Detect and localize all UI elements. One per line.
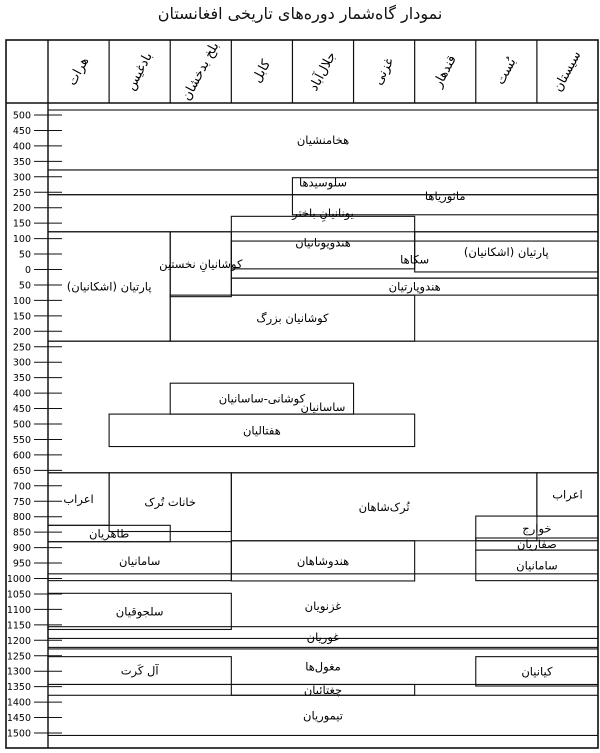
period-label: مائوریاها xyxy=(424,189,466,204)
period-label: سلوسیدها xyxy=(298,175,348,190)
period-label: مغول‌ها xyxy=(305,659,341,674)
year-tick-label: 400 xyxy=(12,141,31,153)
year-tick-label: 300 xyxy=(12,357,31,369)
year-tick-label: 800 xyxy=(12,512,31,524)
period-label: پارتیان (اشکانیان) xyxy=(463,244,549,259)
period-label: آل کَرت xyxy=(120,663,159,678)
year-tick-label: 600 xyxy=(12,450,31,462)
period-label: ساسانیان xyxy=(300,399,346,414)
region-header: غزنی xyxy=(370,55,398,88)
period-label: هندوشاهان xyxy=(296,553,350,568)
period-label: هندویونانیان xyxy=(295,235,351,250)
period-label: کوشانی-ساسانیان xyxy=(218,391,306,406)
period-label: سامانیان xyxy=(118,554,161,569)
year-tick-label: 1000 xyxy=(6,574,31,585)
period-label: کیانیان xyxy=(521,664,553,679)
period-label: غوریان xyxy=(306,630,340,645)
region-header: سیستان xyxy=(550,48,585,95)
period-bands xyxy=(48,110,598,735)
year-tick-label: 350 xyxy=(12,156,31,168)
year-tick-label: 1300 xyxy=(6,666,31,678)
year-tick-label: 1100 xyxy=(6,604,31,616)
period-label: سلجوقیان xyxy=(115,604,164,619)
period-label: کوشانیانِ نخستین xyxy=(159,257,243,272)
year-tick-label: 1450 xyxy=(6,713,31,725)
year-tick-label: 900 xyxy=(12,543,31,555)
region-header: بُست xyxy=(493,55,520,88)
year-tick-label: 1200 xyxy=(6,635,31,647)
period-label: اعراب xyxy=(63,492,94,507)
year-tick-label: 50 xyxy=(18,249,31,261)
year-tick-label: 200 xyxy=(12,203,31,215)
region-header: هرات xyxy=(64,54,93,89)
year-tick-label: 450 xyxy=(12,404,31,416)
year-tick-label: 750 xyxy=(12,496,31,508)
year-tick-label: 50 xyxy=(18,280,31,292)
period-label: تیموریان xyxy=(303,708,343,723)
period-label: چغتائیان xyxy=(303,682,343,697)
region-header: کابل xyxy=(249,57,275,86)
year-tick-label: 1500 xyxy=(6,728,31,740)
region-header: جلال‌آباد xyxy=(306,49,340,94)
region-header: بلخ بدخشان xyxy=(179,39,223,104)
year-tick-label: 950 xyxy=(12,558,31,570)
year-tick-label: 0 xyxy=(24,265,31,276)
year-tick-label: 400 xyxy=(12,388,31,400)
period-label: تُرک‌شاهان xyxy=(358,499,410,514)
year-tick-label: 550 xyxy=(12,434,31,446)
year-tick-label: 250 xyxy=(12,342,31,354)
year-tick-label: 1250 xyxy=(6,651,31,663)
year-tick-label: 1050 xyxy=(6,589,31,601)
year-tick-label: 100 xyxy=(12,234,31,246)
year-tick-label: 350 xyxy=(12,373,31,385)
year-tick-label: 150 xyxy=(12,218,31,230)
period-label: یونانیانِ باختر xyxy=(292,206,354,221)
period-label: هندوپارتیان xyxy=(388,279,441,294)
year-tick-label: 450 xyxy=(12,125,31,137)
period-label: طاهریان xyxy=(89,526,130,541)
year-tick-label: 500 xyxy=(12,419,31,431)
period-label: هخامنشیان xyxy=(296,132,350,147)
period-label: سامانیان xyxy=(516,558,558,573)
period-label: اعراب xyxy=(552,487,583,502)
region-header: بادغیس xyxy=(123,50,156,93)
period-label: خوارج xyxy=(522,521,552,536)
year-axis xyxy=(7,111,62,740)
period-label: صفاریان xyxy=(516,537,557,552)
year-tick-label: 100 xyxy=(12,295,31,307)
period-label: خانات تُرک xyxy=(144,495,197,510)
year-tick-label: 300 xyxy=(12,172,31,184)
period-label: پارتیان (اشکانیان) xyxy=(66,279,152,294)
year-tick-label: 850 xyxy=(12,527,31,539)
period-label: کوشانیان بزرگ xyxy=(256,311,329,326)
year-tick-label: 650 xyxy=(12,465,31,477)
year-tick-label: 700 xyxy=(12,481,31,493)
region-headers xyxy=(65,40,584,104)
year-tick-label: 200 xyxy=(12,326,31,338)
year-tick-label: 1150 xyxy=(6,620,31,632)
period-label: هفتالیان xyxy=(242,423,281,438)
year-tick-label: 1350 xyxy=(6,682,31,694)
year-tick-label: 500 xyxy=(12,110,31,122)
year-tick-label: 150 xyxy=(12,311,31,323)
year-tick-label: 250 xyxy=(12,187,31,199)
year-tick-label: 1400 xyxy=(6,697,31,709)
period-label: سکاها xyxy=(400,252,430,267)
region-header: قندهار xyxy=(430,52,460,91)
period-label: غزنویان xyxy=(304,599,342,614)
page-title: نمودار گاه‌شمار دوره‌های تاریخی افغانستان xyxy=(157,4,443,23)
